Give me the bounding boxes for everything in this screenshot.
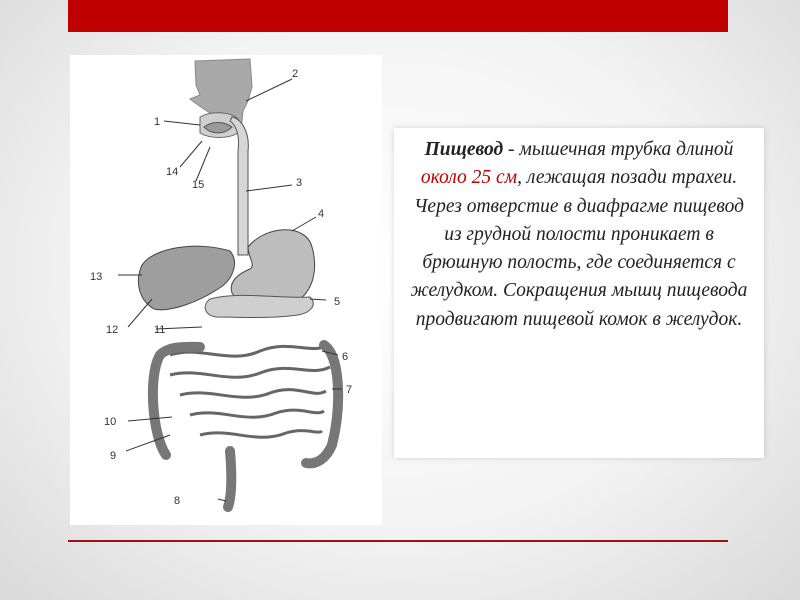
figure-label-14: 14 <box>166 166 179 178</box>
figure-label-5: 5 <box>334 296 341 308</box>
pancreas <box>205 295 313 317</box>
figure-label-2: 2 <box>292 68 299 80</box>
figure-label-8: 8 <box>174 495 181 507</box>
large-intestine <box>153 345 338 463</box>
figure-label-7: 7 <box>346 384 353 396</box>
length-highlight: около 25 см <box>420 167 518 189</box>
figure-label-9: 9 <box>110 450 117 462</box>
digestive-system-figure <box>70 55 382 525</box>
figure-label-13: 13 <box>90 271 103 283</box>
term-esophagus: Пищевод <box>424 139 504 160</box>
figure-label-15: 15 <box>192 179 205 191</box>
figure-label-4: 4 <box>318 208 325 220</box>
title-accent-bar <box>68 0 728 32</box>
digestive-system-diagram <box>70 55 382 525</box>
description-text-part2: , лежащая позади трахеи. Через отверстие в диафрагме пищевод из грудной полости проникает в брюшную полость, где соединяется с желудком. Сокращения мышц пищевода продвигают пищевой комок в желудок. <box>410 167 748 330</box>
figure-label-10: 10 <box>104 416 117 428</box>
footer-divider-line <box>68 540 728 542</box>
figure-label-11: 11 <box>154 324 166 336</box>
figure-label-1: 1 <box>154 116 161 128</box>
small-intestine <box>170 345 330 437</box>
rectum <box>228 451 231 507</box>
description-text-part1: - мышечная трубка длиной <box>503 139 734 160</box>
esophagus <box>230 117 248 255</box>
esophagus-description <box>394 128 764 458</box>
figure-label-12: 12 <box>106 324 119 336</box>
figure-label-6: 6 <box>342 351 349 363</box>
figure-label-3: 3 <box>296 177 303 189</box>
